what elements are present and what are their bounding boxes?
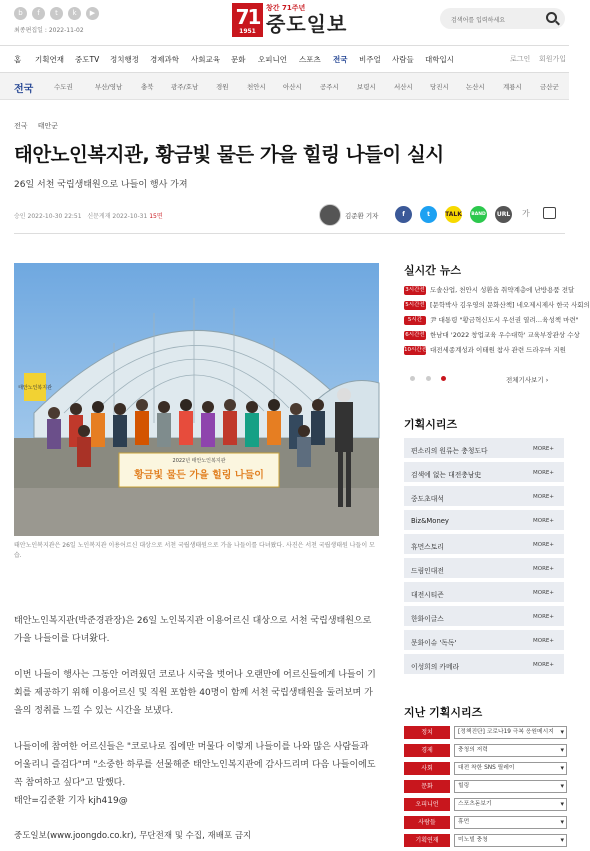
series-item[interactable]: 검색에 없는 대전충남史 MORE+ — [404, 462, 564, 484]
past-series-select[interactable]: 스포츠돋보기 ▾ — [454, 798, 567, 811]
subnav-item[interactable]: 보령시 — [357, 83, 376, 91]
group-photo-illustration — [14, 263, 379, 536]
facebook-icon[interactable]: f — [32, 7, 45, 20]
banner-main-text: 황금빛 물든 가을 힐링 나들이 — [134, 470, 264, 481]
band-share-icon[interactable]: BAND — [470, 206, 487, 223]
logo-name: 중도일보 — [266, 12, 348, 36]
past-series-row: 경제 충청의 저력 ▾ — [404, 743, 564, 758]
search-icon[interactable] — [546, 12, 557, 23]
search-input[interactable]: 검색어를 입력하세요 — [440, 8, 565, 29]
nav-politics[interactable]: 정치행정 — [110, 55, 139, 64]
past-series-select[interactable]: [정책진단] 코로나19 극복 응원메시지 ▾ — [454, 726, 567, 739]
series-item[interactable]: 드림인대전 MORE+ — [404, 558, 564, 580]
subnav-item[interactable]: 서산시 — [394, 83, 413, 91]
article-subtitle: 26일 서천 국립생태원으로 나들이 행사 가져 — [14, 180, 188, 190]
site-logo[interactable] — [232, 3, 347, 37]
page-number: 15면 — [149, 213, 163, 220]
series-item[interactable]: 이성희의 카메라 MORE+ — [404, 654, 564, 676]
realtime-news-item[interactable]: 10시간전 대전세종계성과 이태원 참사 관련 드라우마 지원 — [404, 346, 566, 354]
print-date: 신문게재 2022-10-31 — [87, 213, 148, 220]
photo-caption: 태안노인복지관은 26일 노인복지관 이용어르신 대상으로 서천 국립생태원으로 가을 나들이를 다녀왔다. 사진은 서천 국립생태원 나들이 모습. — [14, 542, 375, 559]
breadcrumb-item[interactable]: 태안군 — [37, 122, 59, 130]
past-series-select[interactable]: 휴먼 ▾ — [454, 816, 567, 829]
series-item[interactable]: 중도초대석 MORE+ — [404, 486, 564, 508]
realtime-news-item[interactable]: 5시간전 [문학박사 김우영의 문화산책] 네오제시제사 한국 사회의 — [405, 301, 590, 309]
nav-tv[interactable]: 중도TV — [75, 55, 100, 64]
past-series-select[interactable]: 대전 착한 SNS 릴레이 ▾ — [454, 762, 567, 775]
subnav-item[interactable]: 계룡시 — [503, 83, 522, 91]
kakaotalk-share-icon[interactable]: TALK — [445, 206, 462, 223]
series-item[interactable]: 문화이슈 '독독' MORE+ — [404, 630, 564, 652]
subnav-item[interactable]: 광주/호남 — [171, 83, 199, 91]
twitter-icon[interactable]: t — [50, 7, 63, 20]
realtime-news-item[interactable]: 5시간 尹 대통령 "황금혁신도시 우선권 열려…육성책 마련" — [404, 315, 562, 325]
carousel-dot[interactable] — [410, 376, 415, 381]
past-series-row: 사회 대전 착한 SNS 릴레이 ▾ — [404, 761, 564, 776]
nav-series[interactable]: 기획연재 — [35, 55, 64, 64]
body-paragraph: 나들이에 참여한 어르신들은 "코로나로 집에만 머물다 이렇게 나들이를 나와 많은 사람들과 어울리니 즐겁다"며 "소중한 하루를 선물해준 태안노인복지관에 감사드리며 다음 나들이에도 꼭 참여하고 싶다"고 말했다. — [14, 742, 376, 788]
series-item[interactable]: 대전시티즌 MORE+ — [404, 582, 564, 604]
last-updated: 최종편집일 : 2022-11-02 — [14, 27, 84, 34]
past-series-row: 문화 힐링 ▾ — [404, 779, 564, 794]
logo-mark: 71 1951 — [232, 3, 263, 37]
subnav-item[interactable]: 아산시 — [283, 83, 302, 91]
nav-people[interactable]: 사람들 — [392, 55, 414, 64]
realtime-news-item[interactable]: 3시간전 도솔산업, 천안시 성환읍 취약계층에 난방용품 전달 — [405, 286, 575, 294]
past-series-row: 정치 [정책진단] 코로나19 극복 응원메시지 ▾ — [404, 725, 564, 740]
social-links — [14, 7, 99, 20]
past-series-row: 기획연재 미노빌 충청 ▾ — [404, 833, 564, 848]
signup-link[interactable]: 회원가입 — [539, 55, 567, 63]
avatar — [319, 204, 341, 226]
divider — [14, 233, 565, 234]
banner-top-text: 2022년 태안노인복지관 — [172, 458, 226, 464]
copyright-notice: 중도일보(www.joongdo.co.kr), 무단전재 및 수집, 재배포 금지 — [14, 831, 252, 841]
nav-admission[interactable]: 대학입시 — [425, 55, 454, 64]
nav-culture[interactable]: 문화 — [231, 55, 246, 64]
logo-anniversary: 창간 71주년 — [266, 4, 306, 12]
article-title: 태안노인복지관, 황금빛 물든 가을 힐링 나들이 실시 — [14, 143, 444, 166]
url-share-icon[interactable]: URL — [495, 206, 512, 223]
past-series-select[interactable]: 미노빌 충청 ▾ — [454, 834, 567, 847]
subnav-item[interactable]: 경원 — [216, 83, 229, 91]
body-paragraph: 태안노인복지관(박준경관장)은 26일 노인복지관 이용어르신 대상으로 서천 국립생태원으로 가을 나들이를 다녀왔다. — [14, 616, 372, 644]
nav-home[interactable]: 홈 — [14, 55, 22, 64]
nav-society[interactable]: 사회교육 — [191, 55, 220, 64]
series-item[interactable]: 편소리의 원류는 충청도다 MORE+ — [404, 438, 564, 460]
youtube-icon[interactable]: ▶ — [86, 7, 99, 20]
realtime-news-item[interactable]: 6시간전 한남대 '2022 창업교육 우수대학' 교육부장관상 수상 — [405, 331, 580, 339]
subnav-item[interactable]: 수도권 — [54, 83, 73, 91]
print-icon[interactable] — [543, 207, 556, 219]
past-series-row: 오피니언 스포츠돋보기 ▾ — [404, 797, 564, 812]
kakaostory-icon[interactable]: k — [68, 7, 81, 20]
carousel-dot[interactable] — [426, 376, 431, 381]
nav-national[interactable]: 전국 — [333, 55, 348, 64]
series-item[interactable]: 휴먼스토리 MORE+ — [404, 534, 564, 556]
banner — [119, 453, 279, 487]
nav-economy[interactable]: 경제과학 — [150, 55, 179, 64]
sub-nav — [0, 73, 569, 100]
blog-icon[interactable]: b — [14, 7, 27, 20]
twitter-share-icon[interactable]: t — [420, 206, 437, 223]
font-size-button[interactable]: 가 — [522, 209, 530, 218]
subnav-item[interactable]: 금산군 — [540, 83, 559, 91]
facebook-share-icon[interactable]: f — [395, 206, 412, 223]
subnav-item[interactable]: 부산/영남 — [95, 83, 123, 91]
published-date: 승인 2022-10-30 22:51 — [14, 213, 82, 220]
series-item[interactable]: 한화이글스 MORE+ — [404, 606, 564, 628]
subnav-item[interactable]: 천안시 — [247, 83, 266, 91]
series-item[interactable]: Biz&Money MORE+ — [404, 510, 564, 532]
article-meta — [14, 211, 163, 220]
breadcrumb — [14, 121, 66, 131]
subnav-item[interactable]: 논산시 — [466, 83, 485, 91]
photo-sign-text: 태안노인복지관 — [18, 385, 52, 391]
subnav-item[interactable]: 당진시 — [430, 83, 449, 91]
sub-nav-title: 전국 — [14, 84, 34, 95]
article-photo — [14, 263, 379, 536]
series-title: 기획시리즈 — [404, 418, 458, 431]
subnav-item[interactable]: 충북 — [141, 83, 154, 91]
subnav-item[interactable]: 공주시 — [320, 83, 339, 91]
main-nav — [0, 45, 569, 73]
past-series-select[interactable]: 힐링 ▾ — [454, 780, 567, 793]
carousel-dot-active[interactable] — [441, 376, 446, 381]
realtime-news-title: 실시간 뉴스 — [404, 264, 461, 277]
login-link[interactable]: 로그인 — [510, 55, 531, 63]
nav-opinion[interactable]: 오피니언 — [258, 55, 287, 64]
past-series-select[interactable]: 충청의 저력 ▾ — [454, 744, 567, 757]
chevron-right-icon: › — [545, 376, 549, 384]
nav-sports[interactable]: 스포츠 — [299, 55, 321, 64]
nav-visual[interactable]: 비주얼 — [359, 55, 381, 64]
byline: 태안=김준환 기자 kjh419@ — [14, 796, 128, 806]
breadcrumb-item[interactable]: 전국 — [14, 122, 28, 130]
body-paragraph: 이번 나들이 행사는 그동안 어려웠던 코로나 시국을 벗어나 오랜만에 어르신들에게 나들이 기회를 제공하기 위해 이용어르신 및 직원 포함한 40명이 함께 서천 국립생태원을 둘러보며 가을의 정취를 느낄 수 있는 시간을 보냈다. — [14, 670, 376, 716]
all-news-link[interactable]: 전체기사보기 › — [506, 376, 549, 384]
past-series-title: 지난 기획시리즈 — [404, 706, 483, 719]
author-name[interactable]: 김준환 기자 — [345, 212, 379, 220]
past-series-row: 사람들 휴먼 ▾ — [404, 815, 564, 830]
